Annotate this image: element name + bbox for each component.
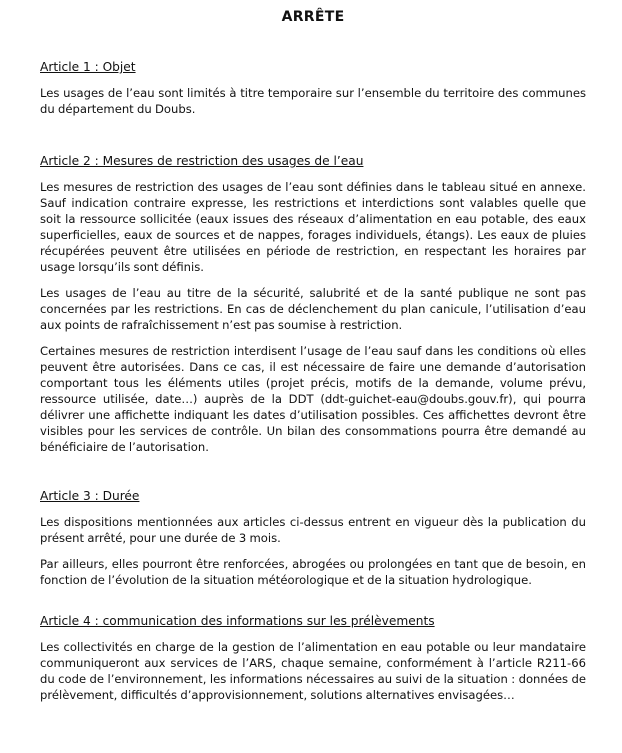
article-heading: Article 3 : Durée bbox=[40, 489, 140, 503]
page-title: ARRÊTE bbox=[281, 9, 345, 25]
article-1 bbox=[40, 59, 586, 117]
article-paragraph: Les usages de l’eau au titre de la sécurité, salubrité et de la santé publique ne sont pas concernées par les restrictions. En cas de déclenchement du plan canicule, l’utilisation d’eau aux points de rafraîchissement n’est pas soumise à restriction. bbox=[40, 286, 586, 332]
article-4 bbox=[40, 613, 586, 703]
article-heading: Article 2 : Mesures de restriction des usages de l’eau bbox=[40, 154, 364, 168]
article-heading: Article 1 : Objet bbox=[40, 60, 136, 74]
article-2 bbox=[40, 153, 586, 455]
article-paragraph: Certaines mesures de restriction interdisent l’usage de l’eau sauf dans les conditions où elles peuvent être autorisées. Dans ce cas, il est nécessaire de faire une demande d’autorisation comportant tous les éléments utiles (projet précis, motifs de la demande, volume prévu, ressource utilisée, date…) auprès de la DDT (ddt-guichet-eau@doubs.gouv.fr), qui pourra délivrer une affichette indiquant les dates d’utilisation possibles. Ces affichettes devront être visibles pour les services de contrôle. Un bilan des consommations pourra être demandé au bénéficiaire de l’autorisation. bbox=[40, 344, 586, 454]
article-3 bbox=[40, 488, 586, 588]
article-paragraph: Les dispositions mentionnées aux articles ci-dessus entrent en vigueur dès la publication du présent arrêté, pour une durée de 3 mois. bbox=[40, 515, 586, 545]
article-heading: Article 4 : communication des informations sur les prélèvements bbox=[40, 614, 435, 628]
article-paragraph: Par ailleurs, elles pourront être renforcées, abrogées ou prolongées en tant que de besoin, en fonction de l’évolution de la situation météorologique et de la situation hydrologique. bbox=[40, 557, 586, 587]
article-paragraph: Les mesures de restriction des usages de l’eau sont définies dans le tableau situé en annexe. Sauf indication contraire expresse, les restrictions et interdictions sont valables quelle que soit la ressource sollicitée (eaux issues des réseaux d’alimentation en eau potable, des eaux superficielles, eaux de sources et de nappes, forages individuels, étangs). Les eaux de pluies récupérées peuvent être utilisées en période de restriction, en respectant les horaires par usage lorsqu’ils sont définis. bbox=[40, 180, 586, 274]
article-paragraph: Les usages de l’eau sont limités à titre temporaire sur l’ensemble du territoire des communes du département du Doubs. bbox=[40, 86, 586, 116]
article-paragraph: Les collectivités en charge de la gestion de l’alimentation en eau potable ou leur mandataire communiqueront aux services de l’ARS, chaque semaine, conformément à l’article R211-66 du code de l’environnement, les informations nécessaires au suivi de la situation : données de prélèvement, difficultés d’approvisionnement, solutions alternatives envisagées… bbox=[40, 640, 586, 702]
